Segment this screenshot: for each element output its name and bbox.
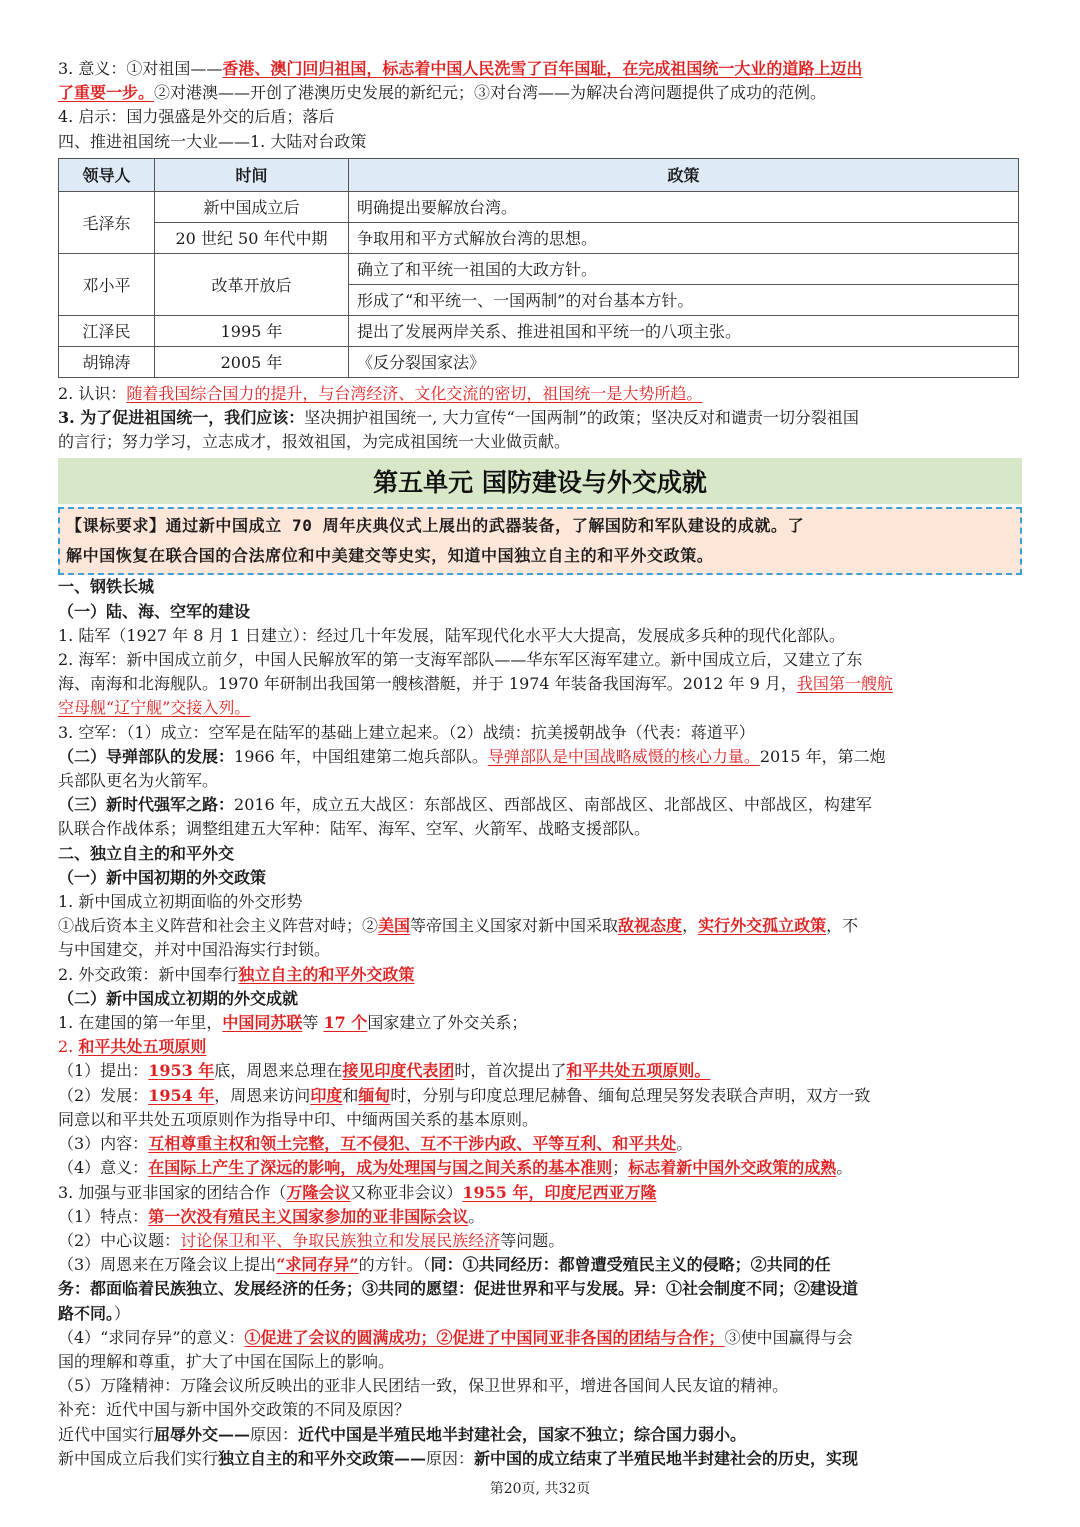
text-span: 3. 意义：①对祖国—— — [58, 59, 223, 78]
common-ground-significance-line-1 — [58, 1326, 1022, 1350]
highlight-text: 独立自主的和平外交政策 — [238, 964, 415, 984]
time-cell: 1995 年 — [155, 315, 349, 346]
text-span: 海、南海和北海舰队。1970 年研制出我国第一艘核潜艇，并于 1974 年装备我国海军。2012 年 9 月， — [58, 674, 797, 694]
subsection-heading: （一）陆、海、空军的建设 — [58, 601, 251, 621]
promote-unity-line-2: 的言行；努力学习，立志成才，报效祖国，为完成祖国统一大业做贡献。 — [58, 432, 571, 452]
bandung-topic-line — [58, 1229, 1022, 1253]
text-span: 和 — [342, 1085, 359, 1105]
time-cell: 新中国成立后 — [155, 191, 349, 222]
highlight-text: 空母舰“辽宁舰”交接入列。 — [58, 698, 251, 718]
text-span: ； — [612, 1158, 629, 1178]
text-span: 1. 在建国的第一年里， — [58, 1013, 223, 1033]
missile-line-2: 兵部队更名为火箭军。 — [58, 771, 219, 791]
common-ground-significance-line-2: 国的理解和尊重，扩大了中国在国际上的影响。 — [58, 1351, 395, 1371]
document-page — [58, 57, 1022, 1471]
promote-unity-line-1 — [58, 406, 1022, 430]
bold-text: 屈辱外交—— — [154, 1424, 251, 1444]
supplement-line: 补充：近代中国与新中国外交政策的不同及原因？ — [58, 1400, 411, 1420]
modern-china-line — [58, 1423, 1022, 1447]
highlight-text: 在国际上产生了深远的影响，成为处理国与国之间关系的基本准则 — [148, 1158, 613, 1178]
text-span: ） — [114, 1303, 131, 1323]
time-cell: 20 世纪 50 年代中期 — [155, 222, 349, 253]
text-span: 等问题。 — [500, 1230, 565, 1250]
situation-line-2: 与中国建交，并对中国沿海实行封锁。 — [58, 940, 331, 960]
text-span: ②对港澳——开创了港澳历史发展的新纪元；③对台湾——为解决台湾问题提供了成功的范例。 — [154, 83, 827, 103]
significance-line-1 — [58, 57, 1022, 81]
highlight-text: 1953 年 — [148, 1061, 215, 1081]
table-header-row — [59, 158, 1019, 191]
text-span: 新中国成立后我们实行 — [58, 1448, 219, 1468]
table-row — [59, 222, 1019, 253]
highlight-text: 标志着新中国外交政策的成熟 — [628, 1158, 837, 1178]
common-ground-line-2: 务：都面临着民族独立、发展经济的任务；③共同的愿望：促进世界和平与发展。异：①社会制度不同；②建设道 — [58, 1279, 859, 1299]
text-span: 2. 认识： — [58, 383, 127, 403]
recognition-line — [58, 382, 1022, 406]
text-span: （2）发展： — [58, 1085, 149, 1105]
section-two-heading: 二、独立自主的和平外交 — [58, 843, 235, 863]
highlight-text: 讨论保卫和平、争取民族独立和发展民族经济 — [180, 1230, 501, 1250]
highlight-text: 1955 年，印度尼西亚万隆 — [462, 1182, 657, 1202]
text-span: （2）中心议题： — [58, 1230, 181, 1250]
bold-text: 同：①共同经历：都曾遭受殖民主义的侵略；②共同的任 — [430, 1255, 831, 1275]
navy-line-3 — [58, 696, 1022, 720]
principles-content-line — [58, 1132, 1022, 1156]
leader-cell: 毛泽东 — [59, 191, 155, 253]
bold-text: （三）新时代强军之路： — [58, 795, 235, 815]
common-ground-line-3 — [58, 1302, 1022, 1326]
standard-line-2: 解中国恢复在联合国的合法席位和中美建交等史实，知道中国独立自主的和平外交政策。 — [66, 546, 714, 566]
text-span: 坚决拥护祖国统一, 大力宣传“一国两制”的政策；坚决反对和谴责一切分裂祖国 — [304, 408, 859, 428]
highlight-text: “求同存异” — [276, 1255, 359, 1275]
text-span: ，周恩来访问 — [214, 1085, 311, 1105]
text-span: 。 — [468, 1206, 485, 1226]
highlight-text: 导弹部队是中国战略威慑的核心力量。 — [487, 746, 760, 766]
highlight-text: 我国第一艘航 — [796, 674, 893, 694]
missile-line-1 — [58, 745, 1022, 769]
achievement-line — [58, 1011, 1022, 1035]
bold-text: 独立自主的和平外交政策—— — [218, 1448, 427, 1468]
text-span: （3）周恩来在万隆会议上提出 — [58, 1255, 277, 1275]
principles-proposal-line — [58, 1059, 1022, 1083]
taiwan-policy-table — [58, 158, 1019, 378]
text-span: 国家建立了外交关系； — [367, 1013, 528, 1033]
highlight-text: 和平共处五项原则 — [78, 1037, 207, 1057]
subsection-heading: （二）新中国成立初期的外交成就 — [58, 988, 299, 1008]
highlight-text: 1954 年 — [148, 1085, 215, 1105]
highlight-text: 随着我国综合国力的提升，与台湾经济、文化交流的密切，祖国统一是大势所趋。 — [126, 383, 703, 403]
principles-significance-line — [58, 1156, 1022, 1180]
policy-cell: 确立了和平统一祖国的大政方针。 — [349, 253, 1019, 284]
text-span: （3）内容： — [58, 1134, 149, 1154]
significance-line-2 — [58, 81, 1022, 105]
unit-title-banner: 第五单元 国防建设与外交成就 — [58, 458, 1022, 504]
section-one-heading: 一、钢铁长城 — [58, 577, 155, 597]
highlight-text: 香港、澳门回归祖国，标志着中国人民洗雪了百年国耻，在完成祖国统一大业的道路上迈出 — [222, 59, 863, 78]
text-span: 2015 年，第二炮 — [759, 746, 886, 766]
header-policy: 政策 — [349, 158, 1019, 191]
highlight-text: 实行外交孤立政策 — [698, 916, 827, 936]
foreign-policy-line — [58, 963, 1022, 987]
highlight-text: 和平共处五项原则。 — [566, 1061, 711, 1081]
bold-text: 路不同。 — [58, 1303, 115, 1323]
situation-heading: 1. 新中国成立初期面临的外交形势 — [58, 892, 303, 912]
five-principles-heading — [58, 1035, 1022, 1059]
policy-cell: 明确提出要解放台湾。 — [349, 191, 1019, 222]
policy-cell: 提出了发展两岸关系、推进祖国和平统一的八项主张。 — [349, 315, 1019, 346]
bold-text: 新中国的成立结束了半殖民地半封建社会的历史，实现 — [474, 1448, 859, 1468]
new-china-line — [58, 1447, 1022, 1471]
standard-line-1: 【课标要求】通过新中国成立 70 周年庆典仪式上展出的武器装备，了解国防和军队建设的成就。了 — [66, 516, 805, 536]
leader-cell: 胡锦涛 — [59, 346, 155, 377]
bold-text: （二）导弹部队的发展： — [58, 746, 235, 766]
highlight-text: 接见印度代表团 — [342, 1061, 455, 1081]
text-span: （4）“求同存异”的意义： — [58, 1327, 245, 1347]
page-number-footer: 第20页, 共32页 — [489, 1481, 591, 1497]
leader-cell: 江泽民 — [59, 315, 155, 346]
text-span: 1966 年，中国组建第二炮兵部队。 — [234, 746, 488, 766]
bandung-spirit-line: （5）万隆精神：万隆会议所反映出的亚非人民团结一致，保卫世界和平，增进各国间人民友谊的精神。 — [58, 1376, 789, 1396]
time-cell: 改革开放后 — [155, 253, 349, 315]
section-four-heading: 四、推进祖国统一大业——1. 大陆对台政策 — [58, 131, 367, 151]
principles-development-line-1 — [58, 1084, 1022, 1108]
text-span: 又称亚非会议） — [350, 1182, 463, 1202]
highlight-text: 互相尊重主权和领土完整，互不侵犯、互不干涉内政、平等互利、和平共处 — [148, 1134, 677, 1154]
text-span: （1）提出： — [58, 1061, 149, 1081]
navy-line-1: 2. 海军：新中国成立前夕，中国人民解放军的第一支海军部队——华东军区海军建立。新中国成立后，又建立了东 — [58, 650, 863, 670]
highlight-text: 敌视态度 — [618, 916, 683, 936]
bandung-feature-line — [58, 1205, 1022, 1229]
policy-cell: 《反分裂国家法》 — [349, 346, 1019, 377]
air-force-line: 3. 空军：（1）成立：空军是在陆军的基础上建立起来。（2）战绩：抗美援朝战争（代表：蒋道平） — [58, 722, 755, 742]
new-era-line-1 — [58, 793, 1022, 817]
leader-cell: 邓小平 — [59, 253, 155, 315]
table-row — [59, 191, 1019, 222]
header-time: 时间 — [155, 158, 349, 191]
text-span: 2. — [58, 1037, 79, 1057]
highlight-text: 美国 — [378, 916, 411, 936]
time-cell: 2005 年 — [155, 346, 349, 377]
policy-cell: 争取用和平方式解放台湾的思想。 — [349, 222, 1019, 253]
table-row — [59, 315, 1019, 346]
text-span: 。 — [836, 1158, 853, 1178]
text-span: ，不 — [826, 916, 859, 936]
table-row — [59, 253, 1019, 284]
text-span: 等帝国主义国家对新中国采取 — [410, 916, 619, 936]
text-span: ， — [682, 916, 699, 936]
text-span: 等 — [302, 1013, 324, 1033]
text-span: （1）特点： — [58, 1206, 149, 1226]
bold-text: 3. 为了促进祖国统一，我们应该： — [58, 408, 305, 428]
inspiration-line: 4. 启示：国力强盛是外交的后盾；落后 — [58, 107, 335, 127]
text-span: 近代中国实行 — [58, 1424, 155, 1444]
text-span: 。 — [676, 1134, 693, 1154]
highlight-text: 印度 — [310, 1085, 343, 1105]
text-span: 2. 外交政策：新中国奉行 — [58, 964, 239, 984]
text-span: 原因： — [426, 1448, 475, 1468]
text-span: ③使中国赢得与会 — [724, 1327, 853, 1347]
principles-development-line-2: 同意以和平共处五项原则作为指导中印、中缅两国关系的基本原则。 — [58, 1109, 539, 1129]
highlight-text: ①促进了会议的圆满成功；②促进了中国同亚非各国的团结与合作； — [244, 1327, 725, 1347]
bandung-heading — [58, 1181, 1022, 1205]
new-era-line-2: 队联合作战体系；调整组建五大军种：陆军、海军、空军、火箭军、战略支援部队。 — [58, 819, 651, 839]
policy-cell: 形成了“和平统一、一国两制”的对台基本方针。 — [349, 284, 1019, 315]
army-line: 1. 陆军（1927 年 8 月 1 日建立）：经过几十年发展，陆军现代化水平大大提高，发展成多兵种的现代化部队。 — [58, 625, 845, 645]
text-span: 的方针。（ — [358, 1255, 431, 1275]
navy-line-2 — [58, 672, 1022, 696]
text-span: 时，分别与印度总理尼赫鲁、缅甸总理吴努发表联合声明，双方一致 — [390, 1085, 871, 1105]
bold-text: 近代中国是半殖民地半封建社会，国家不独立；综合国力弱小。 — [298, 1424, 747, 1444]
text-span: 原因： — [250, 1424, 299, 1444]
highlight-text: 中国同苏联 — [222, 1013, 303, 1033]
subsection-heading: （一）新中国初期的外交政策 — [58, 867, 267, 887]
highlight-text: 了重要一步。 — [58, 83, 155, 103]
highlight-text: 缅甸 — [358, 1085, 391, 1105]
text-span: 3. 加强与亚非国家的团结合作（ — [58, 1182, 287, 1202]
curriculum-standard-box — [58, 507, 1022, 575]
text-span: 2016 年，成立五大战区：东部战区、西部战区、南部战区、北部战区、中部战区，构建军 — [234, 795, 872, 815]
table-row — [59, 346, 1019, 377]
highlight-text: 万隆会议 — [286, 1182, 351, 1202]
highlight-text: 第一次没有殖民主义国家参加的亚非国际会议 — [148, 1206, 469, 1226]
text-span: 底，周恩来总理在 — [214, 1061, 343, 1081]
header-leader: 领导人 — [59, 158, 155, 191]
situation-line-1 — [58, 914, 1022, 938]
highlight-text: 17 个 — [323, 1013, 368, 1033]
common-ground-line-1 — [58, 1253, 1022, 1277]
text-span: （4）意义： — [58, 1158, 149, 1178]
text-span: 时，首次提出了 — [454, 1061, 567, 1081]
text-span: ①战后资本主义阵营和社会主义阵营对峙；② — [58, 916, 379, 936]
